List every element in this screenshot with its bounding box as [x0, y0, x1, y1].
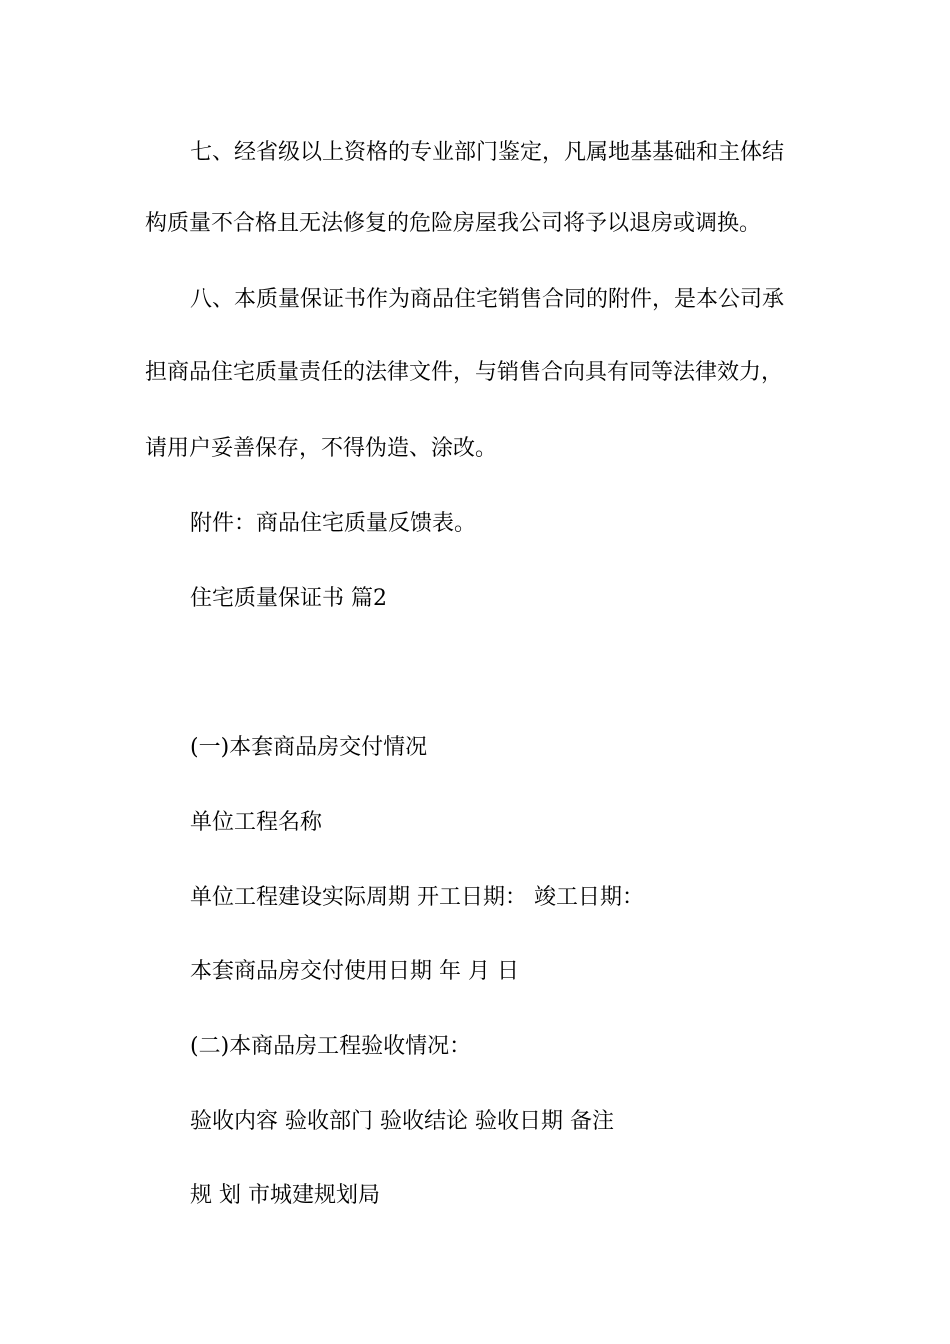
paragraph-8-line-2: 担商品住宅质量责任的法律文件，与销售合向具有同等法律效力，	[145, 360, 784, 385]
planning-row-line: 规 划 市城建规划局	[190, 1183, 380, 1208]
delivery-heading: (一)本套商品房交付情况	[190, 735, 428, 760]
acceptance-columns-line: 验收内容 验收部门 验收结论 验收日期 备注	[190, 1109, 614, 1134]
paragraph-7-line-1: 七、经省级以上资格的专业部门鉴定，凡属地基基础和主体结	[190, 140, 785, 165]
project-name-line: 单位工程名称	[190, 810, 323, 835]
paragraph-7-line-2: 构质量不合格且无法修复的危险房屋我公司将予以退房或调换。	[145, 211, 762, 236]
paragraph-8-line-1: 八、本质量保证书作为商品住宅销售合同的附件，是本公司承	[190, 287, 785, 312]
construction-period-line: 单位工程建设实际周期 开工日期： 竣工日期：	[190, 885, 644, 910]
section-heading: 住宅质量保证书 篇2	[190, 586, 387, 611]
attachment-line: 附件：商品住宅质量反馈表。	[190, 511, 477, 536]
delivery-date-line: 本套商品房交付使用日期 年 月 日	[190, 959, 519, 984]
acceptance-heading: (二)本商品房工程验收情况：	[190, 1034, 472, 1059]
paragraph-8-line-3: 请用户妥善保存，不得伪造、涂改。	[145, 436, 498, 461]
